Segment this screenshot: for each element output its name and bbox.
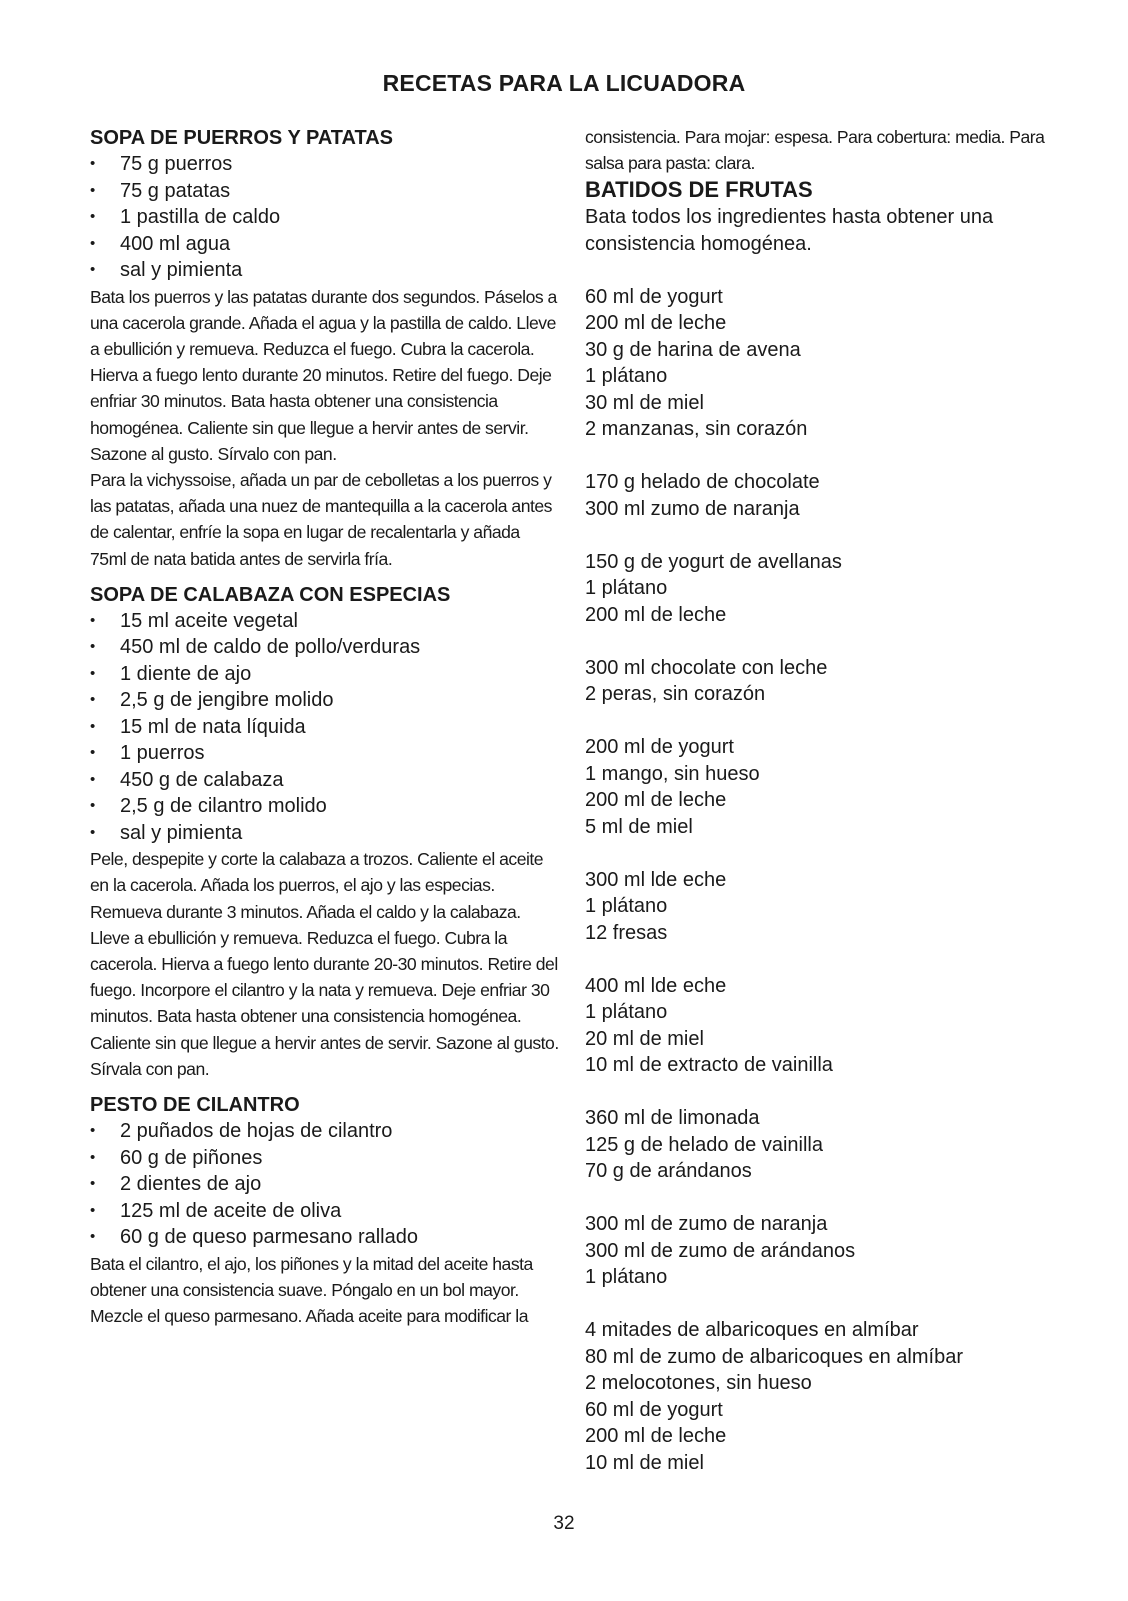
recipe-line: 1 plátano bbox=[585, 895, 668, 918]
list-item: • sal y pimienta bbox=[90, 257, 560, 284]
recipe-line: 170 g helado de chocolate bbox=[585, 471, 820, 494]
list-item: • sal y pimienta bbox=[90, 820, 560, 847]
pesto-instructions: Bata el cilantro, el ajo, los piñones y la mitad del aceite hasta obtener una consistencia suave. Póngalo en un bol mayor. Mezcle el queso parmesano. Añada aceite para modificar la bbox=[90, 1253, 533, 1326]
recipe-line: 2 peras, sin corazón bbox=[585, 683, 766, 706]
recipe-line: 300 ml de zumo de naranja bbox=[585, 1213, 828, 1236]
page-number: 32 bbox=[553, 1513, 575, 1534]
recipe-line: 1 plátano bbox=[585, 365, 668, 388]
recipe-line: 1 plátano bbox=[585, 1266, 668, 1289]
list-item: • 15 ml de nata líquida bbox=[90, 714, 560, 741]
recipe-line: 200 ml de leche bbox=[585, 789, 727, 812]
list-item: • 2,5 g de jengibre molido bbox=[90, 687, 560, 714]
recipe-line: 20 ml de miel bbox=[585, 1027, 704, 1050]
soup2-ingredients bbox=[90, 608, 560, 847]
list-item: • 1 puerros bbox=[90, 740, 560, 767]
recipe-line: 5 ml de miel bbox=[585, 815, 693, 838]
recipe-line: 1 plátano bbox=[585, 1001, 668, 1024]
recipe-line: 300 ml chocolate con leche bbox=[585, 656, 828, 679]
recipe-line: 4 mitades de albaricoques en almíbar bbox=[585, 1319, 919, 1342]
list-item: • 1 pastilla de caldo bbox=[90, 204, 560, 231]
shakes-title: BATIDOS DE FRUTAS bbox=[585, 177, 813, 203]
recipe-line: 10 ml de extracto de vainilla bbox=[585, 1054, 833, 1077]
recipe-line: 125 g de helado de vainilla bbox=[585, 1133, 823, 1156]
list-item: • 125 ml de aceite de oliva bbox=[90, 1198, 560, 1225]
recipe-line: 150 g de yogurt de avellanas bbox=[585, 550, 842, 573]
recipe-line: 360 ml de limonada bbox=[585, 1107, 760, 1130]
recipe-line: 2 manzanas, sin corazón bbox=[585, 418, 808, 441]
recipe-line: 12 fresas bbox=[585, 921, 668, 944]
shake-recipe bbox=[585, 734, 1065, 840]
list-item: • 60 g de queso parmesano rallado bbox=[90, 1224, 560, 1251]
recipe-line: 200 ml de leche bbox=[585, 312, 727, 335]
recipe-line: 2 melocotones, sin hueso bbox=[585, 1372, 812, 1395]
recipe-line: 60 ml de yogurt bbox=[585, 1398, 723, 1421]
shake-recipe bbox=[585, 1211, 1065, 1291]
soup1-ingredients bbox=[90, 151, 560, 284]
list-item: • 2 puñados de hojas de cilantro bbox=[90, 1118, 560, 1145]
recipe-line: 400 ml lde eche bbox=[585, 974, 727, 997]
recipe-line: 1 plátano bbox=[585, 577, 668, 600]
recipe-line: 30 g de harina de avena bbox=[585, 338, 801, 361]
shake-recipe bbox=[585, 867, 1065, 947]
recipe-line: 10 ml de miel bbox=[585, 1451, 704, 1474]
shake-recipe bbox=[585, 549, 1065, 629]
list-item: • 2,5 g de cilantro molido bbox=[90, 793, 560, 820]
recipe-line: 70 g de arándanos bbox=[585, 1160, 752, 1183]
shake-recipe bbox=[585, 1105, 1065, 1185]
list-item: • 60 g de piñones bbox=[90, 1145, 560, 1172]
shake-recipes bbox=[585, 284, 1065, 1477]
recipe-line: 60 ml de yogurt bbox=[585, 285, 723, 308]
pesto-instructions-continued: consistencia. Para mojar: espesa. Para cobertura: media. Para salsa para pasta: clara. bbox=[585, 127, 1045, 174]
recipe-line: 30 ml de miel bbox=[585, 391, 704, 414]
shake-recipe bbox=[585, 655, 1065, 708]
soup2-title: SOPA DE CALABAZA CON ESPECIAS bbox=[90, 583, 451, 606]
list-item: • 75 g patatas bbox=[90, 178, 560, 205]
recipe-line: 300 ml de zumo de arándanos bbox=[585, 1239, 856, 1262]
shakes-intro: Bata todos los ingredientes hasta obtener una consistencia homogénea. bbox=[585, 206, 994, 255]
recipe-line: 300 ml zumo de naranja bbox=[585, 497, 800, 520]
list-item: • 450 ml de caldo de pollo/verduras bbox=[90, 634, 560, 661]
soup1-title: SOPA DE PUERROS Y PATATAS bbox=[90, 127, 394, 149]
list-item: • 450 g de calabaza bbox=[90, 767, 560, 794]
list-item: • 15 ml aceite vegetal bbox=[90, 608, 560, 635]
recipe-line: 200 ml de yogurt bbox=[585, 736, 734, 759]
list-item: • 2 dientes de ajo bbox=[90, 1171, 560, 1198]
recipe-line: 80 ml de zumo de albaricoques en almíbar bbox=[585, 1345, 963, 1368]
shake-recipe bbox=[585, 1317, 1065, 1476]
page-title: RECETAS PARA LA LICUADORA bbox=[382, 70, 746, 96]
soup1-vichyssoise-note: Para la vichyssoise, añada un par de cebolletas a los puerros y las patatas, añada una nuez de mantequilla a la cacerola antes de calentar, enfríe la sopa en lugar de recalentarla y añada 75ml de nata batida antes de servirla fría. bbox=[90, 469, 552, 569]
shake-recipe bbox=[585, 973, 1065, 1079]
recipe-line: 300 ml lde eche bbox=[585, 868, 727, 891]
recipe-line: 200 ml de leche bbox=[585, 603, 727, 626]
list-item: • 75 g puerros bbox=[90, 151, 560, 178]
recipe-line: 200 ml de leche bbox=[585, 1425, 727, 1448]
list-item: • 1 diente de ajo bbox=[90, 661, 560, 688]
recipe-line: 1 mango, sin hueso bbox=[585, 762, 760, 785]
left-column bbox=[90, 125, 560, 1329]
soup2-instructions: Pele, despepite y corte la calabaza a trozos. Caliente el aceite en la cacerola. Añada los puerros, el ajo y las especias. Remueva durante 3 minutos. Añada el caldo y la calabaza. Lleve a ebullición y remueva. Reduzca el fuego. Cubra la cacerola. Hierva a fuego lento durante 20-30 minutos. Retire del fuego. Incorpore el cilantro y la nata y remueva. Deje enfriar 30 minutos. Bata hasta obtener una consistencia homogénea. Caliente sin que llegue a hervir antes de servir. Sazone al gusto. Sírvala con pan. bbox=[90, 849, 559, 1079]
pesto-title: PESTO DE CILANTRO bbox=[90, 1094, 300, 1117]
shake-recipe bbox=[585, 284, 1065, 443]
shake-recipe bbox=[585, 469, 1065, 522]
list-item: • 400 ml agua bbox=[90, 231, 560, 258]
soup1-instructions: Bata los puerros y las patatas durante dos segundos. Páselos a una cacerola grande. Añada el agua y la pastilla de caldo. Lleve a ebullición y remueva. Reduzca el fuego. Cubra la cacerola. Hierva a fuego lento durante 20 minutos. Retire del fuego. Deje enfriar 30 minutos. Bata hasta obtener una consistencia homogénea. Caliente sin que llegue a hervir antes de servir. Sazone al gusto. Sírvalo con pan. bbox=[90, 286, 557, 464]
pesto-ingredients bbox=[90, 1118, 560, 1251]
right-column bbox=[585, 124, 1065, 1476]
